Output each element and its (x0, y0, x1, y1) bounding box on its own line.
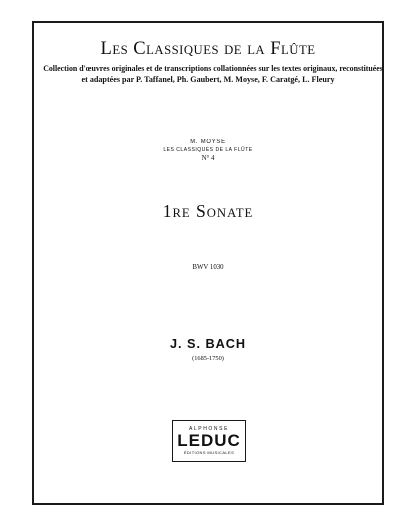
series-subtitle-line-1: Collection d'œuvres originales et de transcriptions collationnées sur les textes originaux, reconstituées (43, 64, 383, 73)
series-title: Les Classiques de la Flûte (100, 38, 316, 59)
work-title: 1re Sonate (162, 201, 254, 221)
catalog-number: BWV 1030 (192, 263, 224, 271)
publisher-logo (172, 420, 246, 462)
composer-dates: (1685-1750) (192, 355, 224, 362)
publisher-logo-name: LEDUC (177, 431, 241, 450)
cover-frame (32, 21, 384, 505)
composer-name: J. S. BACH (169, 336, 247, 351)
publisher-logo-bottom: ÉDITIONS MUSICALES (183, 450, 235, 455)
publisher-logo-top: ALPHONSE (188, 426, 230, 432)
volume-number: N° 4 (201, 154, 215, 162)
editor-name: M. MOYSE (190, 139, 226, 145)
collection-name: LES CLASSIQUES DE LA FLÛTE (163, 147, 253, 153)
series-subtitle-line-2: et adaptées par P. Taffanel, Ph. Gaubert, M. Moyse, F. Caratgé, L. Fleury (81, 75, 335, 84)
